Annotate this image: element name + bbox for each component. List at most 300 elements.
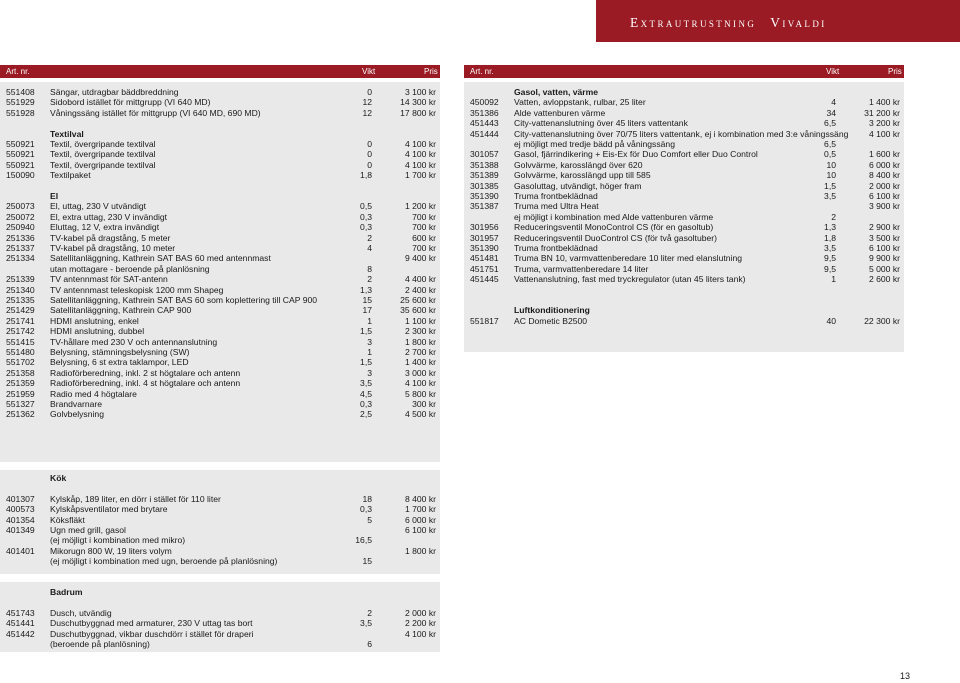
description: Belysning, 6 st extra taklampor, LED [50,357,189,368]
table-row [464,97,904,107]
table-row [464,233,904,243]
price: 1 700 kr [404,170,436,181]
table-row [0,274,440,284]
description: Satellitanläggning, Kathrein SAT BAS 60 som koplettering till CAP 900 [50,295,318,305]
weight: 3 [367,367,372,378]
table-row [0,243,440,253]
description: ej möjligt i kombination med Alde vattenburen värme [514,211,714,222]
description: Truma frontbeklädnad [514,243,598,253]
weight: 6 [367,639,372,649]
description: Sidobord istället för mittgrupp (VI 640 MD) [50,97,211,108]
weight: 0 [367,159,372,170]
art-number: 451443 [470,118,499,129]
weight: 0,3 [360,222,372,233]
description: ej möjligt med tredje bädd på våningssäng [514,139,675,149]
weight: 0,5 [360,201,372,212]
table-row [0,108,440,118]
price: 9 900 kr [868,253,900,264]
weight: 0 [367,149,372,160]
weight: 40 [826,315,836,326]
price: 6 100 kr [868,243,900,253]
price: 2 000 kr [404,607,436,618]
art-number: 251336 [6,232,35,243]
art-number: 401307 [6,493,35,504]
price: 700 kr [412,222,436,233]
col-price-label: Pris [424,67,438,76]
art-number: 401354 [6,514,35,525]
description: Gasoluttag, utvändigt, höger fram [514,180,642,191]
table-row [464,149,904,159]
weight: 3,5 [360,618,372,629]
weight: 2 [367,607,372,618]
section-heading [0,473,440,483]
price: 4 500 kr [404,409,436,420]
art-number: 451441 [6,618,35,629]
table-row [464,160,904,170]
price: 4 100 kr [404,139,436,149]
section-heading [0,129,440,139]
weight: 15 [362,556,372,567]
art-number: 351388 [470,159,499,170]
col-weight-label: Vikt [826,67,840,76]
weight: 1,8 [360,170,372,181]
description: Belysning, stämningsbelysning (SW) [50,347,190,357]
table-row [0,597,440,607]
price: 8 400 kr [404,493,436,504]
weight: 4,5 [360,388,372,399]
table-row [464,222,904,232]
price: 8 400 kr [868,170,900,181]
description: El, uttag, 230 V utvändigt [50,201,147,212]
description: TV antennmast för SAT-antenn [50,274,168,285]
price: 3 500 kr [868,232,900,243]
description: Reduceringsventil DuoControl CS (för två gasoltuber) [514,232,718,243]
art-number: 250940 [6,222,35,233]
weight: 1,3 [824,222,836,233]
price: 1 800 kr [404,545,436,556]
table-row [0,399,440,409]
price: 4 100 kr [404,628,436,639]
weight: 15 [362,295,372,305]
art-number: 451481 [470,253,499,264]
description: AC Dometic B2500 [514,315,588,326]
table-row [464,139,904,149]
art-number: 551480 [6,347,35,357]
art-number: 301057 [470,149,499,160]
table-row [464,274,904,284]
description: Truma BN 10, varmvattenberedare 10 liter med elanslutning [514,253,743,264]
art-number: 250073 [6,201,35,212]
table-row [464,295,904,305]
table-row [0,618,440,628]
description: Köksfläkt [50,514,85,525]
weight: 0,3 [360,399,372,409]
description: Sängar, utdragbar bäddbreddning [50,87,179,97]
col-art-label: Art. nr. [470,67,494,76]
description: Gasol, fjärrindikering + Eis-Ex för Duo Comfort eller Duo Control [514,149,758,160]
weight: 34 [826,107,836,118]
price: 14 300 kr [400,97,436,108]
table-row [464,316,904,326]
table-row [464,285,904,295]
price: 1 600 kr [868,149,900,160]
description: Kylskåp, 189 liter, en dörr i stället för 110 liter [50,493,221,504]
art-number: 251340 [6,284,35,295]
description: Dusch, utvändig [50,607,112,618]
description: Mikorugn 800 W, 19 liters volym [50,545,172,556]
right-column-header-bar [464,65,904,78]
art-number: 451445 [470,274,499,285]
weight: 2 [367,232,372,243]
table-row [0,608,440,618]
weight: 2 [367,274,372,285]
weight: 16,5 [355,535,372,546]
table-row [0,357,440,367]
description: Radioförberedning, inkl. 4 st högtalare och antenn [50,378,241,389]
art-number: 351387 [470,201,499,212]
table-row [464,212,904,222]
section-heading [0,587,440,597]
description: utan mottagare - beroende på planlösning [50,263,210,274]
weight: 0,3 [360,211,372,222]
art-number: 250072 [6,211,35,222]
art-number: 351389 [470,170,499,181]
table-row [0,295,440,305]
table-row [464,118,904,128]
description: Alde vattenburen värme [514,107,606,118]
table-row [464,181,904,191]
art-number: 150090 [6,170,35,181]
price: 1 200 kr [404,201,436,212]
art-number: 301385 [470,180,499,191]
price: 4 100 kr [404,159,436,170]
art-number: 550921 [6,159,35,170]
description: Ugn med grill, gasol [50,525,126,535]
price: 600 kr [412,232,436,243]
description: El, extra uttag, 230 V invändigt [50,211,168,222]
weight: 4 [831,97,836,108]
weight: 2 [831,211,836,222]
table-row [0,285,440,295]
art-number: 251359 [6,378,35,389]
table-row [0,629,440,639]
description: Textilval [50,128,84,139]
price: 1 100 kr [404,315,436,326]
art-number: 451743 [6,607,35,618]
table-row [0,233,440,243]
description: Duschutbyggnad, vikbar duschdörr i stället för draperi [50,628,254,639]
description: City-vattenanslutning över 45 liters vattentank [514,118,688,129]
description: Badrum [50,587,83,597]
art-number: 551929 [6,97,35,108]
weight: 9,5 [824,263,836,274]
weight: 4 [367,243,372,253]
price: 6 000 kr [868,159,900,170]
art-number: 251337 [6,243,35,253]
table-row [0,222,440,232]
art-number: 251358 [6,367,35,378]
table-row [0,494,440,504]
table-row [0,515,440,525]
art-number: 551415 [6,336,35,347]
art-number: 451442 [6,628,35,639]
description: Radio med 4 högtalare [50,388,137,399]
price: 5 800 kr [404,388,436,399]
table-row [464,243,904,253]
table-row [0,483,440,493]
weight: 1 [367,315,372,326]
table-row [464,264,904,274]
table-row [0,389,440,399]
description: Truma, varmvattenberedare 14 liter [514,263,649,274]
price: 35 600 kr [400,305,436,316]
description: Reduceringsventil MonoControl CS (för en gasoltub) [514,222,714,233]
weight: 8 [367,263,372,274]
header-model-title: Vivaldi [770,15,827,30]
weight: 17 [362,305,372,316]
art-number: 550921 [6,139,35,149]
description: Kylskåpsventilator med brytare [50,504,168,515]
table-row [0,149,440,159]
table-row [0,546,440,556]
weight: 1,5 [360,357,372,368]
description: Truma med Ultra Heat [514,201,599,212]
weight: 10 [826,170,836,181]
description: (beroende på planlösning) [50,639,150,649]
description: TV-kabel på dragstång, 10 meter [50,243,176,253]
table-row [0,87,440,97]
section-heading [464,305,904,315]
price: 17 800 kr [400,107,436,118]
price: 4 100 kr [868,128,900,139]
description: Textil, övergripande textilval [50,149,156,160]
price: 3 200 kr [868,118,900,129]
weight: 2,5 [360,409,372,420]
table-row [0,525,440,535]
price: 9 400 kr [404,253,436,264]
table-row [464,129,904,139]
price: 700 kr [412,211,436,222]
art-number: 251429 [6,305,35,316]
table-row [0,201,440,211]
table-row [0,264,440,274]
art-number: 550921 [6,149,35,160]
weight: 6,5 [824,139,836,149]
price: 25 600 kr [400,295,436,305]
table-row [464,108,904,118]
description: Radioförberedning, inkl. 2 st högtalare och antenn [50,367,241,378]
table-row [0,316,440,326]
description: Brandvarnare [50,399,103,409]
weight: 12 [362,97,372,108]
art-number: 551408 [6,87,35,97]
price: 2 900 kr [868,222,900,233]
art-number: 251334 [6,253,35,264]
description: (ej möjligt i kombination med ugn, beroende på planlösning) [50,556,278,567]
table-row [0,139,440,149]
table-row [0,97,440,107]
price: 31 200 kr [864,107,900,118]
description: Satellitanläggning, Kathrein CAP 900 [50,305,192,316]
table-row [0,378,440,388]
description: HDMI anslutning, dubbel [50,326,145,337]
art-number: 551928 [6,107,35,118]
price: 2 200 kr [404,618,436,629]
price: 1 400 kr [404,357,436,368]
price: 5 000 kr [868,263,900,274]
header-title [630,15,827,31]
art-number: 401349 [6,525,35,535]
art-number: 251362 [6,409,35,420]
price: 300 kr [412,399,436,409]
description: TV-hållare med 230 V och antennanslutning [50,336,218,347]
table-row [0,409,440,419]
price: 22 300 kr [864,315,900,326]
weight: 1,3 [360,284,372,295]
table-row [0,305,440,315]
art-number: 301957 [470,232,499,243]
art-number: 351390 [470,243,499,253]
art-number: 551702 [6,357,35,368]
table-row [0,181,440,191]
table-row [0,170,440,180]
weight: 3,5 [824,191,836,201]
table-row [0,253,440,263]
price: 1 700 kr [404,504,436,515]
table-row [464,191,904,201]
description: Våningssäng istället för mittgrupp (VI 640 MD, 690 MD) [50,107,261,118]
weight: 3,5 [360,378,372,389]
weight: 9,5 [824,253,836,264]
table-row [0,368,440,378]
table-row [0,212,440,222]
art-number: 251741 [6,315,35,326]
price: 3 000 kr [404,367,436,378]
art-number: 251742 [6,326,35,337]
description: Eluttag, 12 V, extra invändigt [50,222,160,233]
description: Textilpaket [50,170,91,181]
weight: 1,8 [824,232,836,243]
price: 1 800 kr [404,336,436,347]
section-heading [0,191,440,201]
weight: 18 [362,493,372,504]
art-number: 251959 [6,388,35,399]
art-number: 351386 [470,107,499,118]
price: 2 600 kr [868,274,900,285]
weight: 1 [831,274,836,285]
art-number: 551817 [470,315,499,326]
price: 2 400 kr [404,284,436,295]
weight: 3,5 [824,243,836,253]
art-number: 450092 [470,97,499,108]
description: Kök [50,473,67,483]
description: Textil, övergripande textilval [50,159,156,170]
left-column-header-bar [0,65,440,78]
table-row [0,326,440,336]
art-number: 551327 [6,399,35,409]
description: Gasol, vatten, värme [514,87,599,97]
description: Vattenanslutning, fast med tryckregulator (utan 45 liters tank) [514,274,746,285]
price: 2 300 kr [404,326,436,337]
art-number: 251339 [6,274,35,285]
table-row [0,556,440,566]
art-number: 301956 [470,222,499,233]
page-number: 13 [900,671,911,681]
price: 6 100 kr [404,525,436,535]
table-row [0,347,440,357]
art-number: 400573 [6,504,35,515]
weight: 6,5 [824,118,836,129]
description: TV antennmast teleskopisk 1200 mm Shapeg [50,284,224,295]
description: Truma frontbeklädnad [514,191,598,201]
art-number: 451751 [470,263,499,274]
description: TV-kabel på dragstång, 5 meter [50,232,171,243]
table-row [0,337,440,347]
weight: 0,3 [360,504,372,515]
table-row [0,118,440,128]
weight: 3 [367,336,372,347]
price: 2 000 kr [868,180,900,191]
price: 3 100 kr [404,87,436,97]
art-number: 451444 [470,128,499,139]
col-price-label: Pris [888,67,902,76]
description: Golvvärme, karosslängd upp till 585 [514,170,651,181]
table-row [0,639,440,649]
price: 6 000 kr [404,514,436,525]
art-number: 251335 [6,295,35,305]
table-row [0,160,440,170]
price: 1 400 kr [868,97,900,108]
price: 3 900 kr [868,201,900,212]
price: 4 100 kr [404,378,436,389]
description: Duschutbyggnad med armaturer, 230 V uttag tas bort [50,618,253,629]
weight: 0,5 [824,149,836,160]
description: (ej möjligt i kombination med mikro) [50,535,186,546]
header-section-title: Extrautrustning [630,15,757,30]
price: 4 100 kr [404,149,436,160]
section-heading [464,87,904,97]
table-row [464,201,904,211]
weight: 10 [826,159,836,170]
art-number: 351390 [470,191,499,201]
weight: 0 [367,139,372,149]
description: City-vattenanslutning över 70/75 liters vattentank, ej i kombination med 3:e våningssäng [514,128,849,139]
weight: 12 [362,107,372,118]
weight: 1 [367,347,372,357]
price: 6 100 kr [868,191,900,201]
description: HDMI anslutning, enkel [50,315,139,326]
description: Golvvärme, karosslängd över 620 [514,159,643,170]
price: 700 kr [412,243,436,253]
description: Textil, övergripande textilval [50,139,156,149]
table-row [464,253,904,263]
price: 2 700 kr [404,347,436,357]
col-weight-label: Vikt [362,67,376,76]
table-row [464,170,904,180]
description: Golvbelysning [50,409,104,420]
description: Luftkonditionering [514,305,590,316]
weight: 1,5 [360,326,372,337]
price: 4 400 kr [404,274,436,285]
description: El [50,191,59,201]
description: Satellitanläggning, Kathrein SAT BAS 60 med antennmast [50,253,271,264]
description: Vatten, avloppstank, rulbar, 25 liter [514,97,646,108]
art-number: 401401 [6,545,35,556]
weight: 5 [367,514,372,525]
table-row [0,535,440,545]
table-row [0,504,440,514]
weight: 1,5 [824,180,836,191]
